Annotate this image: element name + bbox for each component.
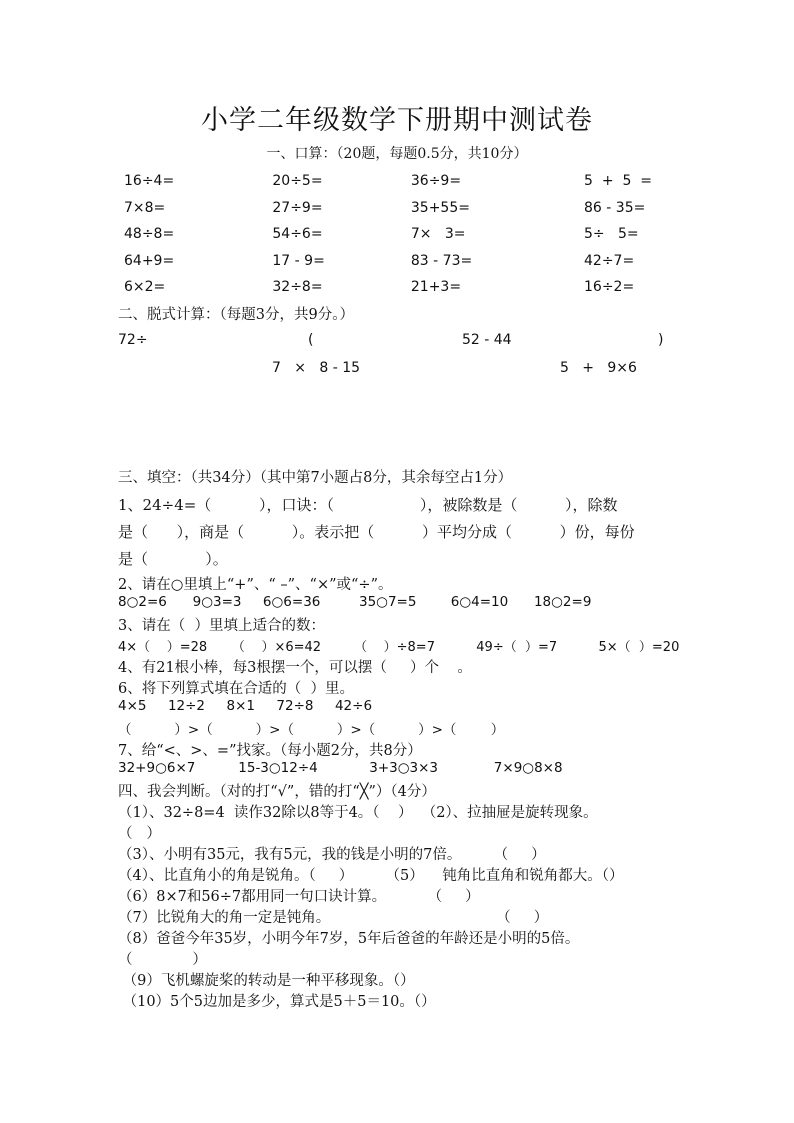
oral-item: 7× 3= — [410, 226, 466, 243]
oral-item: 17 - 9= — [272, 252, 325, 269]
oral-item: 54÷6= — [272, 226, 323, 243]
q7-text: 7、给“<、>、=”找家。（每小题2分，共8分） — [118, 743, 422, 759]
page-title: 小学二年级数学下册期中测试卷 — [201, 105, 593, 136]
judge-line: （9）飞机螺旋桨的转动是一种平移现象。（） — [118, 973, 415, 989]
q1-line-2: 是（ ），商是（ ）。表示把（ ）平均分成（ ）份，每份 — [118, 523, 635, 541]
section-4-heading: 四、我会判断。（对的打“√”，错的打“╳”）（4分） — [118, 784, 436, 800]
oral-row — [118, 274, 678, 301]
oral-row — [118, 168, 678, 195]
q2-items: 8○2=6 9○3=3 6○6=36 35○7=5 6○4=10 18○2=9 — [118, 594, 592, 610]
oral-item: 6×2= — [124, 279, 166, 296]
oral-item: 27÷9= — [272, 199, 323, 216]
judge-line: （1）、32÷8=4 读作32除以8等于4。（ ） （2）、拉抽屉是旋转现象。 — [118, 805, 598, 821]
q3-items: 4×（ ）=28 （ ）×6=42 （ ）÷8=7 49÷（ ）=7 5×（ ）=20 — [118, 640, 680, 655]
oral-calc-grid — [118, 168, 678, 301]
expr-a-inner: 52 - 44 — [462, 332, 512, 348]
q4-text: 4、有21根小棒，每3根摆一个，可以摆（ ）个 。 — [118, 660, 472, 676]
oral-item: 32÷8= — [272, 279, 323, 296]
judge-line: （10）5个5边加是多少，算式是5＋5＝10。（） — [118, 994, 436, 1010]
q1-line-1: 1、24÷4=（ ），口诀：（ ），被除数是（ ），除数 — [118, 496, 618, 514]
q6-blanks: （ ）>（ ）>（ ）>（ ）>（ ） — [118, 722, 505, 738]
judge-line: （ ） — [118, 952, 207, 968]
judge-line: （ ） — [118, 826, 161, 842]
expr-a-start: 72÷ — [118, 332, 148, 348]
section-3-heading: 三、填空：（共34分）（其中第7小题占8分，其余每空占1分） — [118, 470, 513, 486]
oral-item: 16÷2= — [584, 279, 635, 296]
oral-row — [118, 221, 678, 248]
q1-line-3: 是（ ）。 — [118, 550, 228, 568]
expr-a-paren-open: ( — [308, 332, 314, 348]
q7-items: 32+9○6×7 15-3○12÷4 3+3○3×3 7×9○8×8 — [118, 760, 563, 776]
judge-line: （8）爸爸今年35岁，小明今年7岁，5年后爸爸的年龄还是小明的5倍。 — [118, 931, 580, 947]
oral-item: 48÷8= — [124, 226, 175, 243]
oral-item: 86 - 35= — [584, 199, 646, 216]
oral-item: 5 + 5 = — [584, 173, 652, 190]
q2-text: 2、请在○里填上“+”、“ –”、“×”或“÷”。 — [118, 577, 393, 593]
oral-item: 64+9= — [124, 252, 175, 269]
oral-item: 35+55= — [410, 199, 470, 216]
oral-item: 16÷4= — [124, 173, 175, 190]
oral-item: 42÷7= — [584, 252, 635, 269]
expr-a-paren-close: ) — [658, 332, 664, 348]
oral-row — [118, 248, 678, 275]
q6-items: 4×5 12÷2 8×1 72÷8 42÷6 — [118, 698, 373, 714]
oral-item: 36÷9= — [410, 173, 462, 190]
judge-line: （3）、小明有35元，我有5元，我的钱是小明的7倍。 （ ） — [118, 847, 546, 863]
q6-text: 6、将下列算式填在合适的（ ）里。 — [118, 681, 354, 697]
judge-line: （4）、比直角小的角是锐角。（ ） （5） 钝角比直角和锐角都大。（） — [118, 868, 624, 884]
expr-c: 5 + 9×6 — [560, 360, 637, 376]
oral-item: 21+3= — [410, 279, 462, 296]
oral-item: 83 - 73= — [410, 252, 473, 269]
judge-line: （7）比锐角大的角一定是钝角。 （ ） — [118, 910, 549, 926]
oral-row — [118, 195, 678, 222]
expr-b: 7 × 8 - 15 — [272, 360, 361, 376]
oral-item: 20÷5= — [272, 173, 323, 190]
q3-text: 3、请在（ ）里填上适合的数： — [118, 618, 325, 634]
oral-item: 7×8= — [124, 199, 166, 216]
judge-line: （6）8×7和56÷7都用同一句口诀计算。 （ ） — [118, 889, 480, 905]
section-1-heading: 一、口算：（20题，每题0.5分，共10分） — [266, 146, 528, 162]
section-2-heading: 二、脱式计算：（每题3分，共9分。） — [118, 307, 354, 323]
oral-item: 5÷ 5= — [584, 226, 639, 243]
